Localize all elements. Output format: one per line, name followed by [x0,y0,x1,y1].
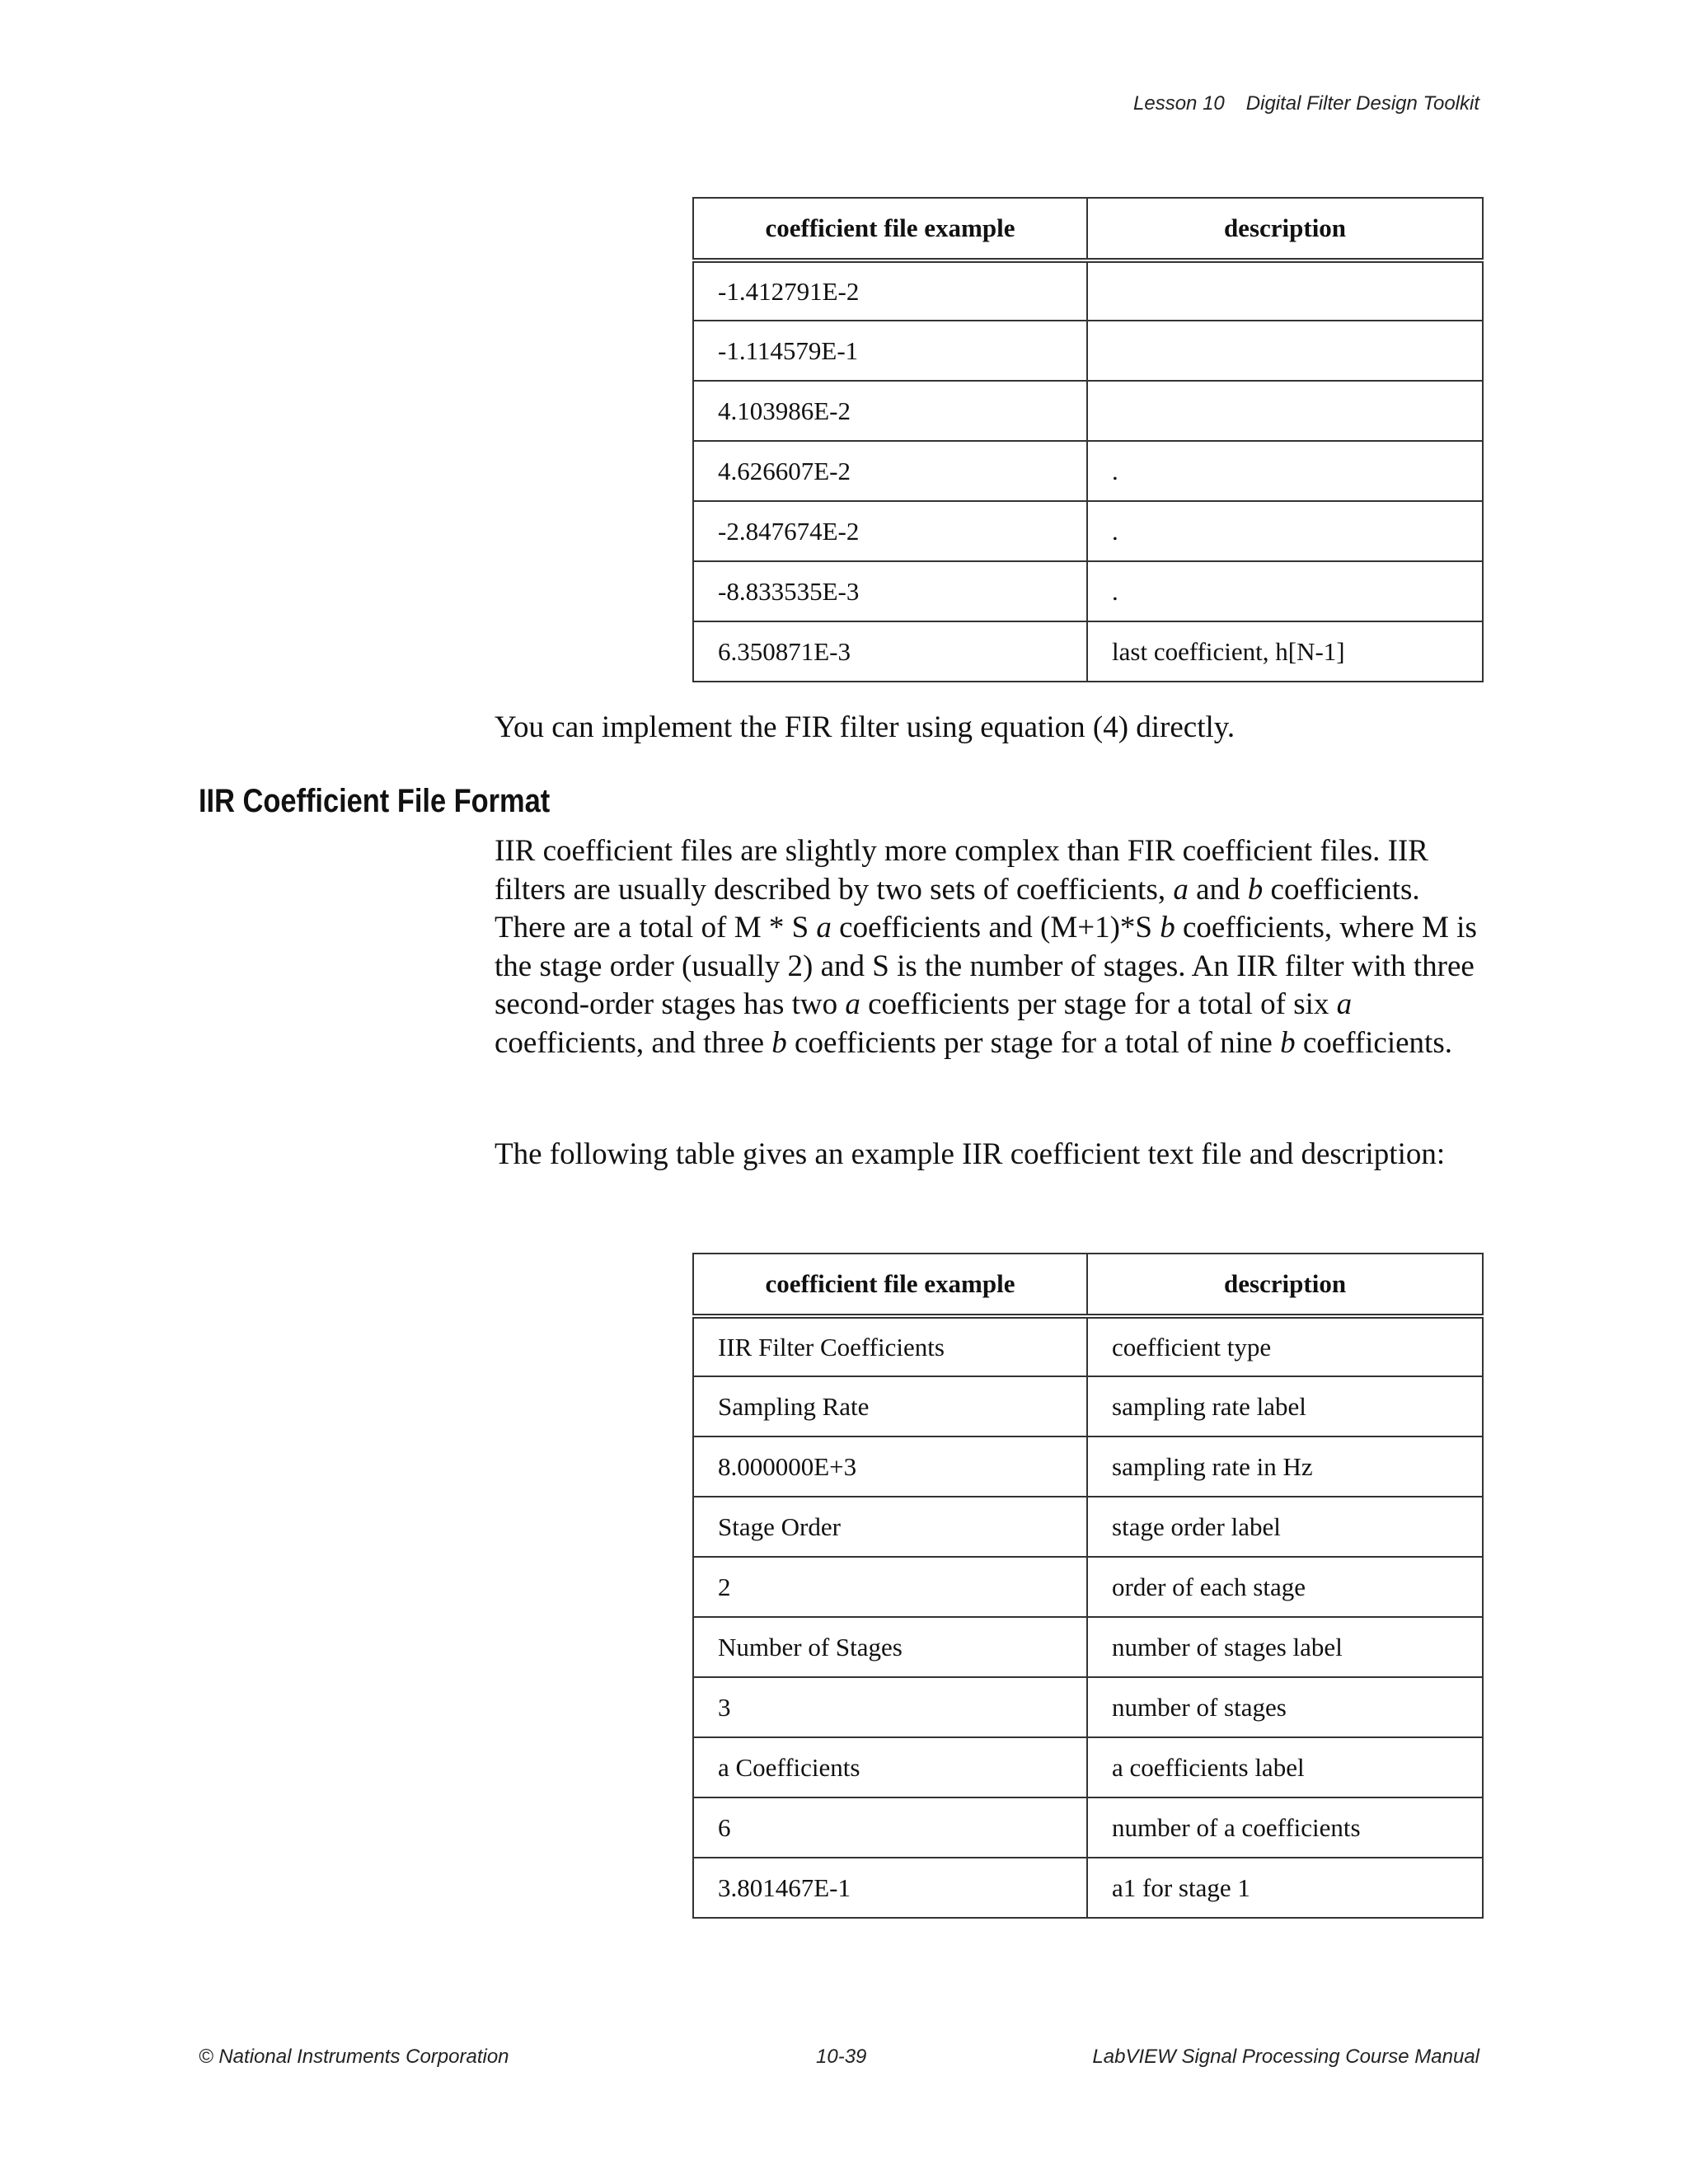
description-cell: coefficient type [1087,1316,1483,1376]
description-cell [1087,381,1483,441]
example-cell: 6 [693,1797,1087,1858]
italic-a: a [816,911,832,944]
description-cell: sampling rate label [1087,1376,1483,1436]
coefficient-cell: -2.847674E-2 [693,501,1087,561]
table-row [693,1617,1483,1677]
example-cell: Sampling Rate [693,1376,1087,1436]
paragraph-text: coefficients per stage for a total of six [860,987,1337,1021]
example-cell: 3 [693,1677,1087,1737]
description-cell: last coefficient, h[N-1] [1087,621,1483,682]
table-row [693,1557,1483,1617]
table-row [693,501,1483,561]
footer-page-number: 10-39 [816,2046,867,2068]
fir-sentence: You can implement the FIR filter using equation (4) directly. [495,710,1236,744]
header-lesson: Lesson 10 [1133,92,1225,115]
description-cell [1087,321,1483,381]
description-cell: . [1087,501,1483,561]
iir-coefficient-table [692,1253,1484,1919]
example-cell: 3.801467E-1 [693,1858,1087,1918]
column-header-example: coefficient file example [693,1254,1087,1316]
example-cell: Number of Stages [693,1617,1087,1677]
paragraph-text: IIR coefficient files are slightly more complex than FIR coefficient files. IIR filters are usually described by two sets of coefficients, [495,834,1428,907]
table-row [693,381,1483,441]
table-row [693,561,1483,621]
iir-paragraph [495,832,1484,1062]
example-cell: Stage Order [693,1497,1087,1557]
coefficient-cell: 4.626607E-2 [693,441,1087,501]
table-row [693,621,1483,682]
table-row [693,1376,1483,1436]
table-row [693,321,1483,381]
paragraph-text: coefficients. [1295,1025,1452,1060]
description-cell: a coefficients label [1087,1737,1483,1797]
table-intro: The following table gives an example IIR coefficient text file and description: [495,1137,1446,1171]
paragraph-text: coefficients. There are a total of M * S [495,872,1420,944]
italic-a: a [1336,987,1353,1021]
coefficient-cell: -1.412791E-2 [693,260,1087,321]
paragraph-text: and [1188,872,1248,907]
description-cell: number of stages label [1087,1617,1483,1677]
italic-a: a [845,987,860,1021]
section-heading: IIR Coefficient File Format [199,783,551,819]
example-cell: a Coefficients [693,1737,1087,1797]
paragraph-text: coefficients, where M is the stage order (usually 2) and S is the number of stages. An IIR filter with three second-order stages has two [495,911,1477,1021]
table-row [693,1316,1483,1376]
description-cell: a1 for stage 1 [1087,1858,1483,1918]
italic-b: b [771,1025,787,1060]
header-title: Digital Filter Design Toolkit [1245,92,1479,115]
footer-manual-title: LabVIEW Signal Processing Course Manual [1092,2046,1479,2068]
footer-copyright: © National Instruments Corporation [199,2046,509,2068]
description-cell: number of stages [1087,1677,1483,1737]
table-row [693,1677,1483,1737]
coefficient-cell: 4.103986E-2 [693,381,1087,441]
table-row [693,441,1483,501]
description-cell: number of a coefficients [1087,1797,1483,1858]
column-header-description: description [1087,198,1483,260]
table-row [693,1497,1483,1557]
coefficient-cell: -1.114579E-1 [693,321,1087,381]
italic-b: b [1247,872,1264,907]
table-row [693,1797,1483,1858]
italic-a: a [1173,872,1189,907]
italic-b: b [1280,1025,1296,1060]
description-cell: order of each stage [1087,1557,1483,1617]
paragraph-text: coefficients per stage for a total of nine [786,1025,1281,1060]
coefficient-cell: 6.350871E-3 [693,621,1087,682]
description-cell [1087,260,1483,321]
running-header [1133,92,1479,115]
coefficient-cell: -8.833535E-3 [693,561,1087,621]
fir-coefficient-table [692,197,1484,682]
description-cell: stage order label [1087,1497,1483,1557]
example-cell: 8.000000E+3 [693,1436,1087,1497]
table-row [693,1858,1483,1918]
paragraph-text: coefficients, and three [495,1025,772,1060]
table-row [693,1436,1483,1497]
paragraph-text: coefficients and (M+1)*S [831,911,1160,944]
column-header-example: coefficient file example [693,198,1087,260]
italic-b: b [1160,911,1175,944]
example-cell: IIR Filter Coefficients [693,1316,1087,1376]
example-cell: 2 [693,1557,1087,1617]
table-header-row [693,1254,1483,1316]
description-cell: . [1087,561,1483,621]
table-row [693,260,1483,321]
table-row [693,1737,1483,1797]
table-header-row [693,198,1483,260]
description-cell: . [1087,441,1483,501]
column-header-description: description [1087,1254,1483,1316]
description-cell: sampling rate in Hz [1087,1436,1483,1497]
